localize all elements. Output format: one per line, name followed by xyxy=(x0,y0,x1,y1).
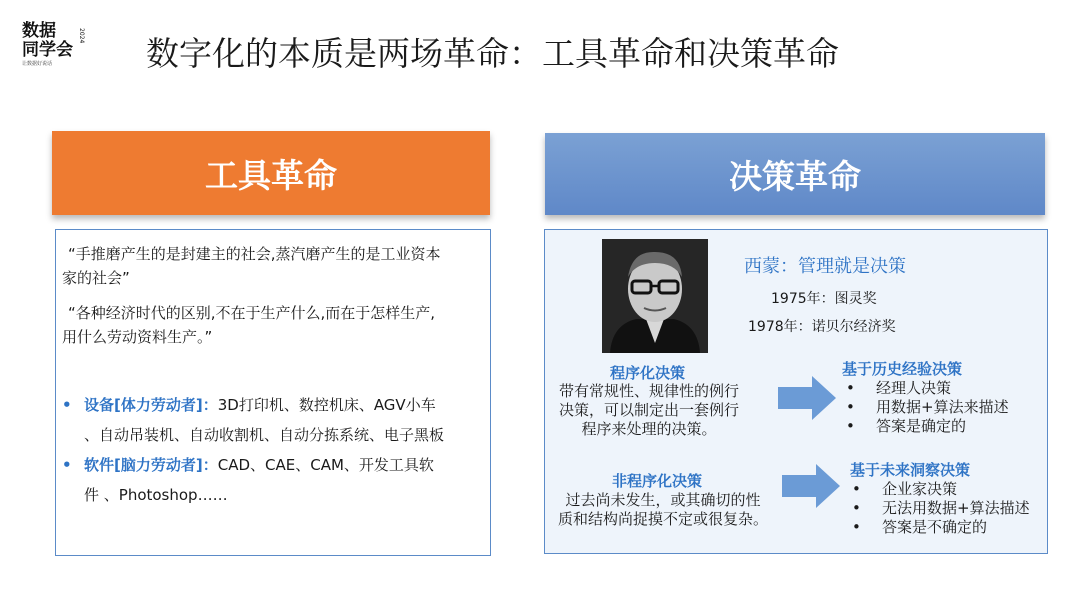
list-item: • 用数据+算法来描述 xyxy=(846,398,1009,416)
slide-title: 数字化的本质是两场革命：工具革命和决策革命 xyxy=(146,34,839,73)
nonprogrammed-decision-desc xyxy=(549,491,777,529)
portrait-photo xyxy=(602,239,708,353)
award-nobel: 1978年：诺贝尔经济奖 xyxy=(748,319,896,335)
quote-2-line2: 用什么劳动资料生产。” xyxy=(62,328,213,346)
bullet-equipment-text1: 3D打印机、数控机床、AGV小车 xyxy=(217,396,436,414)
future-decision-heading: 基于未来洞察决策 xyxy=(850,461,971,479)
bullet-software-text1: CAD、CAE、CAM、开发工具软 xyxy=(217,456,434,474)
programmed-decision-desc xyxy=(549,382,749,439)
award-turing: 1975年：图灵奖 xyxy=(771,291,877,307)
bullet-software xyxy=(62,450,486,510)
history-decision-list xyxy=(846,379,1009,436)
quote-1 xyxy=(62,242,486,290)
programmed-desc-line2: 决策，可以制定出一套例行 xyxy=(558,401,739,419)
programmed-decision-heading: 程序化决策 xyxy=(610,364,686,382)
bullet-equipment-text2: 、自动吊装机、自动收割机、自动分拣系统、电子黑板 xyxy=(84,426,445,444)
portrait-illustration xyxy=(602,239,708,353)
quote-1-line2: 家的社会” xyxy=(62,269,130,287)
list-item: • 答案是确定的 xyxy=(846,417,967,435)
list-item: • 经理人决策 xyxy=(846,379,952,397)
bullet-software-text2: 件 、Photoshop…… xyxy=(84,486,228,504)
list-item: • 无法用数据+算法描述 xyxy=(852,499,1030,517)
future-decision-list xyxy=(852,480,1030,537)
programmed-desc-line3: 程序来处理的决策。 xyxy=(581,420,717,438)
list-item: • 答案是不确定的 xyxy=(852,518,988,536)
simon-quote: 西蒙：管理就是决策 xyxy=(744,256,906,277)
nonprogrammed-desc-line1: 过去尚未发生，或其确切的性 xyxy=(565,491,761,509)
logo-year: 2024 xyxy=(78,28,85,44)
bullet-dot: • xyxy=(62,456,72,474)
tool-bullets xyxy=(62,390,486,510)
programmed-desc-line1: 带有常规性、规律性的例行 xyxy=(558,382,739,400)
logo-line1: 数据 xyxy=(22,21,56,41)
quote-2 xyxy=(62,301,486,349)
logo-line2: 同学会 xyxy=(22,40,73,60)
bullet-dot: • xyxy=(62,396,72,414)
nonprogrammed-decision-heading: 非程序化决策 xyxy=(612,472,703,490)
bullet-equipment xyxy=(62,390,486,450)
quote-1-line1: “手推磨产生的是封建主的社会,蒸汽磨产生的是工业资本 xyxy=(68,245,441,263)
logo xyxy=(22,22,84,72)
history-decision-heading: 基于历史经验决策 xyxy=(842,360,963,378)
nonprogrammed-desc-line2: 质和结构尚捉摸不定或很复杂。 xyxy=(557,510,768,528)
arrow-right-icon xyxy=(778,376,838,420)
bullet-software-key: 软件[脑力劳动者]： xyxy=(84,456,218,474)
bullet-equipment-key: 设备[体力劳动者]： xyxy=(84,396,218,414)
logo-subtitle: 让数据好说话 xyxy=(22,61,53,67)
list-item: • 企业家决策 xyxy=(852,480,958,498)
tool-revolution-banner: 工具革命 xyxy=(52,131,490,215)
decision-revolution-banner: 决策革命 xyxy=(545,133,1045,215)
quote-2-line1: “各种经济时代的区别,不在于生产什么,而在于怎样生产, xyxy=(68,304,436,322)
arrow-right-icon xyxy=(782,464,842,508)
